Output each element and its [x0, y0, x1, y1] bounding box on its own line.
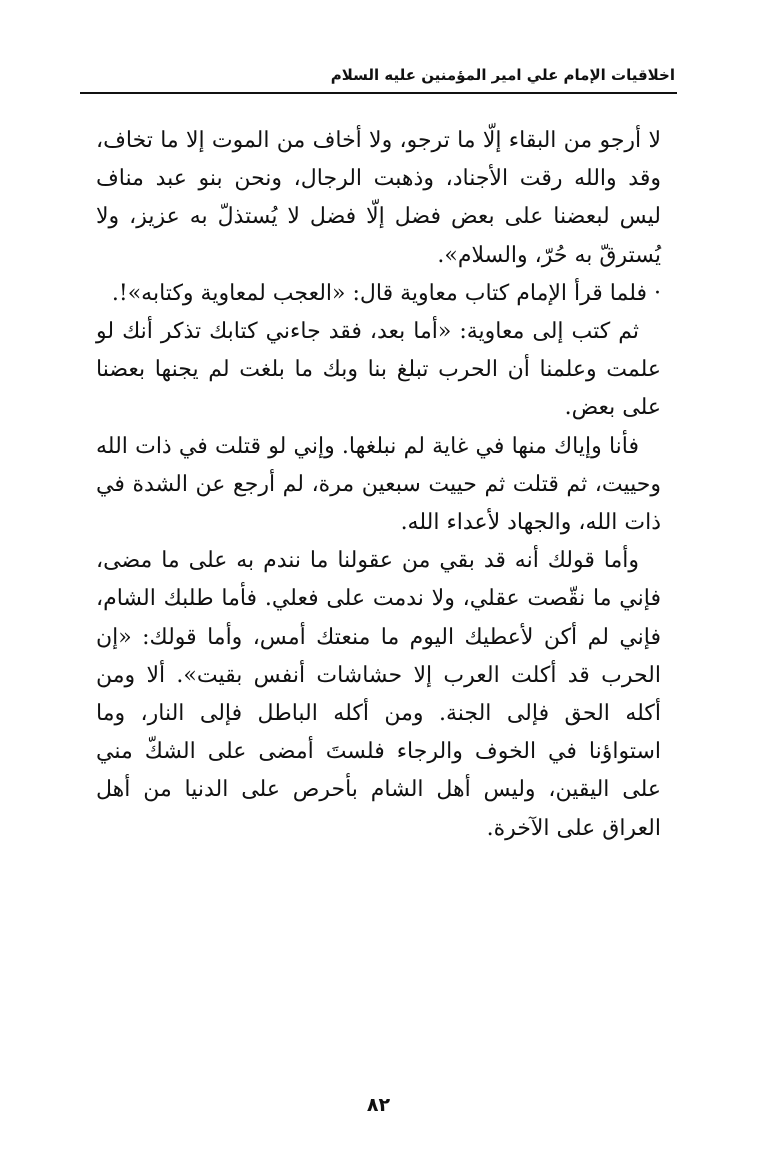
body-text [96, 122, 661, 848]
paragraph-4: فأنا وإياك منها في غاية لم نبلغها. وإني لو قتلت في ذات الله وحييت، ثم قتلت ثم حييت سبعين مرة، لم أرجع عن الشدة في ذات الله، والجهاد لأعداء الله. [96, 433, 661, 536]
paragraph-5: وأما قولك أنه قد بقي من عقولنا ما نندم به على ما مضى، فإني ما نقّصت عقلي، ولا ندمت على فعلي. فأما طلبك الشام، فإني لم أكن لأعطيك اليوم ما منعتك أمس، وأما قولك: «إن الحرب قد أكلت العرب إلا حشاشات أنفس بقيت». ألا ومن أكله الحق فإلى الجنة. ومن أكله الباطل فإلى النار، وما استواؤنا في الخوف والرجاء فلستَ أمضى على الشكّ مني على اليقين، وليس أهل الشام بأحرص على الدنيا من أهل العراق على الآخرة. [96, 548, 661, 841]
page-number: ٨٢ [366, 1094, 391, 1116]
paragraph-2: · فلما قرأ الإمام كتاب معاوية قال: «العجب لمعاوية وكتابه»!. [111, 280, 661, 306]
paragraph-3: ثم كتب إلى معاوية: «أما بعد، فقد جاءني كتابك تذكر أنك لو علمت وعلمنا أن الحرب تبلغ بنا وبك ما بلغت لم يجنها بعضنا على بعض. [96, 319, 661, 421]
paragraph-1: لا أرجو من البقاء إلّا ما ترجو، ولا أخاف من الموت إلا ما تخاف، وقد والله رقت الأجناد، وذهبت الرجال، ونحن بنو عبد مناف ليس لبعضنا على بعض فضل إلّا فضل لا يُستذلّ به عزيز، ولا يُسترقّ به حُرّ، والسلام». [96, 128, 661, 268]
running-header: اخلاقيات الإمام علي امير المؤمنين عليه السلام [330, 66, 675, 84]
header-divider [80, 92, 677, 94]
